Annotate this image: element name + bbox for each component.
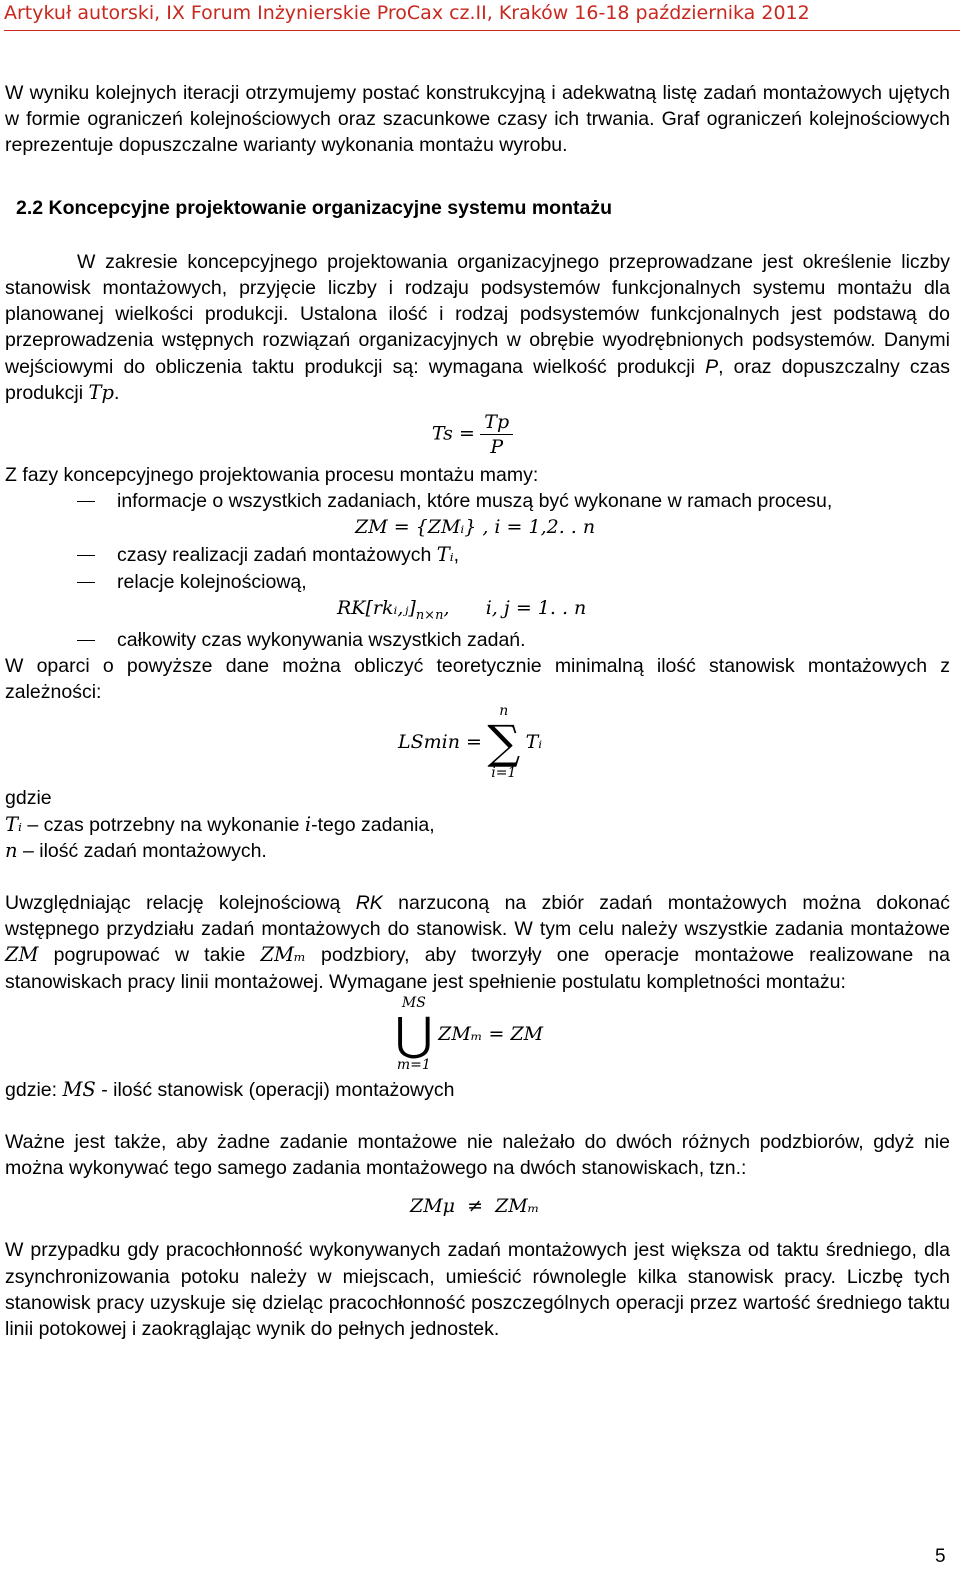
symbol-MS: MS — [62, 1077, 96, 1101]
union-upper: MS — [401, 994, 426, 1011]
definition-ti — [5, 812, 950, 838]
equation-not-equal-text: ZMμ ≠ ZMₘ — [410, 1195, 540, 1218]
equation-rk-matrix: RK[rkᵢ,ⱼ] — [337, 596, 416, 619]
union-lower: m=1 — [396, 1056, 431, 1073]
union-sign: ⋃ — [395, 1006, 433, 1061]
definition-ms — [5, 1077, 950, 1103]
equation-rk — [5, 595, 950, 627]
summation-operator — [487, 703, 520, 781]
equation-takt — [0, 410, 950, 460]
equation-zm-text: ZM = {ZMᵢ} , i = 1,2. . n — [355, 516, 596, 539]
definition-ms-b: - ilość stanowisk (operacji) montażowych — [95, 1078, 455, 1101]
page-number: 5 — [935, 1546, 946, 1567]
list-item — [5, 542, 950, 568]
equation-lsmin — [5, 703, 950, 785]
header-rule — [4, 30, 960, 31]
equation-rk-size: n×n — [415, 607, 444, 623]
paragraph-concept-text-b: , oraz dopuszczalny czas produkcji — [5, 355, 950, 404]
equation-takt-lhs: Ts = — [431, 422, 475, 445]
definition-n — [5, 838, 950, 864]
paragraph-concept-text: W zakresie koncepcyjnego projektowania organizacyjnego przeprowadzane jest określenie liczby stanowisk montażowych, przyjęcie liczby i rodzaju podsystemów funkcjonalnych systemu montażu dla planowanej wielkości produkcji. Ustalona ilość i rodzaj podsystemów funkcjonalnych jest podstawą do przeprowadzenia wstępnych rozwiązań organizacyjnych w obrębie wyodrębnionych podsystemów. Danymi wejściowymi do obliczenia taktu produkcji są: wymagana wielkość produkcji — [5, 250, 950, 378]
paragraph-assignment-d: podzbiory, aby tworzyły one operacje montażowe realizowane na stanowiskach pracy linii montażowej. Wymagane jest spełnienie postulatu kompletności montażu: — [5, 944, 951, 993]
paragraph-disjoint: Ważne jest także, aby żadne zadanie montażowe nie należało do dwóch różnych podzbiorów, gdyż nie można wykonywać tego samego zadania montażowego na dwóch stanowiskach, tzn.: — [5, 1131, 950, 1180]
equation-takt-fraction — [480, 410, 513, 459]
symbol-ZM: ZM — [5, 943, 39, 967]
symbol-P: P — [705, 355, 719, 378]
symbol-ZMm: ZMₘ — [260, 943, 306, 967]
equation-lsmin-rhs: Tᵢ — [525, 731, 543, 754]
paragraph-concept — [5, 249, 950, 406]
equation-union-rhs: ZMₘ = ZM — [438, 1022, 544, 1045]
equation-rk-range: , i, j = 1. . n — [443, 596, 587, 619]
paragraph-parallel: W przypadku gdy pracochłonność wykonywanych zadań montażowych jest większa od taktu średniego, dla zsynchronizowania potoku należy w miejscach, umieścić równolegle kilka stanowisk pracy. Liczbę tych stanowisk pracy uzyskuje się dzieląc pracochłonność poszczególnych operacji przez wartość średniego taktu linii potokowej i zaokrąglając wynik do pełnych jednostek. — [5, 1239, 950, 1341]
fraction-numerator: Tp — [480, 410, 513, 435]
definition-ti-text: – czas potrzebny na wykonanie — [21, 813, 305, 836]
list-item: całkowity czas wykonywania wszystkich zadań. — [5, 627, 950, 653]
symbol-Ti: Tᵢ — [5, 812, 22, 836]
paragraph-concept-end: . — [113, 381, 120, 404]
definition-ms-a: gdzie: — [5, 1078, 63, 1101]
summation-upper: n — [499, 703, 509, 720]
paragraph-intro: W wyniku kolejnych iteracji otrzymujemy postać konstrukcyjną i adekwatną listę zadań montażowych ujętych w formie ograniczeń kolejnościowych oraz szacunkowe czasy ich trwania. Graf ograniczeń kolejnościowych reprezentuje dopuszczalne warianty wykonania montażu wyrobu. — [5, 82, 950, 157]
paragraph-minimum: W oparci o powyższe dane można obliczyć teoretycznie minimalną ilość stanowisk montażowych z zależności: — [5, 655, 950, 704]
header-title: Artykuł autorski, IX Forum Inżynierskie ProCax cz.II, Kraków 16-18 października 2012 — [4, 2, 810, 24]
paragraph-assignment-b: narzuconą na zbiór zadań montażowych można dokonać wstępnego przydziału zadań montażowych do stanowisk. W tym celu należy wszystkie zadania montażowe — [5, 892, 950, 941]
definition-n-text: – ilość zadań montażowych. — [17, 839, 267, 862]
list-item: informacje o wszystkich zadaniach, które muszą być wykonane w ramach procesu, — [5, 488, 950, 514]
symbol-n: n — [5, 838, 18, 862]
list-item-text: czasy realizacji zadań montażowych — [117, 544, 437, 567]
definition-ti-end: -tego zadania, — [311, 813, 435, 836]
symbol-i: i — [304, 812, 312, 836]
paragraph-assignment-c: pogrupować w takie — [38, 944, 261, 967]
paragraph-phase: Z fazy koncepcyjnego projektowania procesu montażu mamy: — [5, 464, 539, 487]
section-heading: 2.2 Koncepcyjne projektowanie organizacyjne systemu montażu — [16, 196, 613, 219]
symbol-Ti: Tᵢ — [436, 543, 454, 567]
paragraph-assignment-a: Uwzględniając relację kolejnościową — [5, 892, 356, 915]
symbol-Tp: Tp — [88, 380, 114, 404]
paragraph-assignment — [5, 890, 950, 995]
list-item: relacje kolejnościową, — [5, 569, 950, 595]
summation-lower: i=1 — [491, 765, 517, 782]
page-content — [5, 80, 950, 1342]
equation-union — [5, 995, 950, 1077]
equation-lsmin-lhs: LSmin = — [398, 731, 482, 754]
label-where: gdzie — [5, 787, 52, 810]
union-operator — [395, 995, 433, 1073]
symbol-RK: RK — [355, 892, 383, 915]
equation-zm — [5, 514, 950, 542]
running-header — [4, 0, 960, 32]
list-item-end: , — [453, 544, 460, 567]
fraction-denominator: P — [490, 436, 504, 459]
summation-sign: ∑ — [487, 715, 521, 770]
equation-not-equal — [5, 1181, 950, 1237]
